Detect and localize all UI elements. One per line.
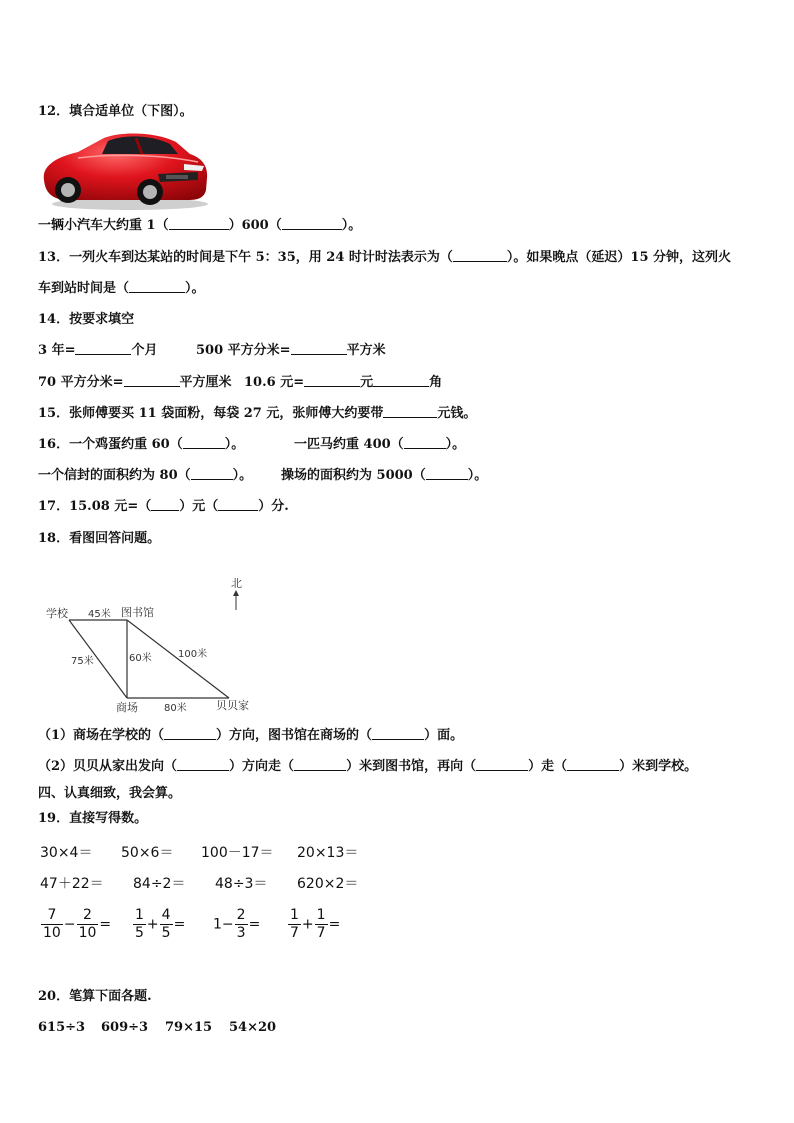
q19-frac-1 <box>40 907 111 942</box>
frac-1b <box>77 907 99 942</box>
q12-text-a: 一辆小汽车大约重 1（ <box>38 218 169 233</box>
frac-2a-den: 5 <box>135 925 144 941</box>
q18-sub2-pre: （2）贝贝从家出发向（ <box>38 759 178 774</box>
q14-b-post: 平方米 <box>346 343 386 358</box>
q16-c-pre: 一个信封的面积约为 80（ <box>38 468 191 483</box>
frac-2a-num: 1 <box>135 907 144 923</box>
q13-line2 <box>38 280 205 298</box>
q15-post: 元钱。 <box>437 406 477 421</box>
q17-blank-1[interactable] <box>151 498 179 511</box>
q15-blank[interactable] <box>383 405 437 418</box>
dist-school-market: 75米 <box>71 656 94 667</box>
q16-a-pre: 16．一个鸡蛋约重 60（ <box>38 437 183 452</box>
q14-d-mid: 元 <box>360 375 374 390</box>
q18-sub1 <box>38 727 463 745</box>
q12-title: 12．填合适单位（下图）。 <box>38 104 193 119</box>
q14-blank-d1[interactable] <box>304 374 360 387</box>
section-4-heading: 四、认真细致，我会算。 <box>38 786 182 801</box>
q16-b-pre: 一匹马约重 400（ <box>294 437 404 452</box>
q18-sub2-blank-3[interactable] <box>476 758 528 771</box>
q17-line <box>38 498 289 516</box>
q19-frac-3 <box>213 907 260 942</box>
q19-title: 19．直接写得数。 <box>38 811 148 826</box>
dist-school-library: 45米 <box>88 609 111 620</box>
q14-blank-a[interactable] <box>75 342 131 355</box>
q18-sub2-m2: ）米到图书馆，再向（ <box>346 759 477 774</box>
label-school: 学校 <box>46 607 68 620</box>
q18-sub2-m3: ）走（ <box>528 759 568 774</box>
q17-pre: 17．15.08 元=（ <box>38 499 152 514</box>
frac-2a <box>133 907 146 942</box>
q19-r2-c1: 47＋22＝ <box>40 876 104 892</box>
q18-sub1-mid: ）方向，图书馆在商场的（ <box>216 728 373 743</box>
q18-sub1-post: ）面。 <box>424 728 464 743</box>
q19-r1-c4: 20×13＝ <box>297 845 359 861</box>
north-arrow-head <box>233 590 239 596</box>
q16-b-post: ）。 <box>445 437 466 452</box>
frac-1a-num: 7 <box>41 907 63 925</box>
q20-item-1: 615÷3 <box>38 1020 86 1035</box>
q14-a-pre: 3 年= <box>38 343 76 358</box>
frac-4a <box>288 907 301 942</box>
q15-line <box>38 405 476 423</box>
q16-blank-c[interactable] <box>191 467 233 480</box>
q14-row2 <box>38 374 232 392</box>
q12-text-b: ）600（ <box>228 218 282 233</box>
frac-3-whole: 1− <box>213 916 234 933</box>
q18-title: 18．看图回答问题。 <box>38 531 161 546</box>
q13-text-b: ）。如果晚点（延迟）15 分钟，这列火 <box>506 250 732 265</box>
frac-2b-den: 5 <box>161 925 171 941</box>
q16-d-pre: 操场的面积约为 5000（ <box>281 468 426 483</box>
q14-row2-d <box>244 374 442 392</box>
q17-post: ）分. <box>258 499 289 514</box>
frac-2b <box>160 907 173 942</box>
q14-c-pre: 70 平方分米= <box>38 375 124 390</box>
q14-d-post: 角 <box>429 375 443 390</box>
frac-4a-num: 1 <box>290 907 299 923</box>
q18-sub2-blank-2[interactable] <box>294 758 346 771</box>
label-market: 商场 <box>116 701 138 714</box>
q12-text-c: ）。 <box>341 218 362 233</box>
frac-4-eq: = <box>328 916 341 933</box>
q16-d <box>281 467 487 485</box>
frac-4b-den: 7 <box>316 925 326 941</box>
q16-blank-d[interactable] <box>426 467 468 480</box>
frac-2-op: + <box>146 916 159 933</box>
q13-text-d: ）。 <box>185 281 205 296</box>
q16-a <box>38 436 244 454</box>
q16-c <box>38 467 252 485</box>
q14-a-post: 个月 <box>131 343 158 358</box>
q16-d-post: ）。 <box>467 468 488 483</box>
q20-item-3: 79×15 <box>165 1020 213 1035</box>
q20-item-4: 54×20 <box>229 1020 277 1035</box>
q16-c-post: ）。 <box>232 468 253 483</box>
q17-mid: ）元（ <box>179 499 219 514</box>
q14-c-post: 平方厘米 <box>179 375 232 390</box>
q12-blank-2[interactable] <box>282 217 342 230</box>
q14-d-pre: 10.6 元= <box>244 375 305 390</box>
dist-market-beibei: 80米 <box>164 703 187 714</box>
q13-blank-1[interactable] <box>453 249 507 262</box>
label-beibei: 贝贝家 <box>216 699 249 712</box>
frac-2-eq: = <box>173 916 186 933</box>
q14-blank-b[interactable] <box>291 342 347 355</box>
q16-a-post: ）。 <box>224 437 245 452</box>
q18-sub2-post: ）米到学校。 <box>619 759 698 774</box>
q16-b <box>294 436 465 454</box>
q14-row1 <box>38 342 157 360</box>
q14-row1-b <box>196 342 386 360</box>
q18-sub2-m1: ）方向走（ <box>229 759 295 774</box>
q14-title: 14．按要求填空 <box>38 312 135 327</box>
q19-frac-2 <box>132 907 185 942</box>
q17-blank-2[interactable] <box>218 498 258 511</box>
q20-title: 20．笔算下面各题. <box>38 989 152 1004</box>
q18-sub1-blank-1[interactable] <box>164 727 216 740</box>
q13-text-a: 13．一列火车到达某站的时间是下午 5：35，用 24 时计时法表示为（ <box>38 250 453 265</box>
q13-line1 <box>38 249 731 267</box>
north-label: 北 <box>231 577 242 590</box>
frac-1b-num: 2 <box>77 907 99 925</box>
dist-library-beibei: 100米 <box>178 649 208 660</box>
q18-sub1-pre: （1）商场在学校的（ <box>38 728 165 743</box>
q19-r1-c3: 100－17＝ <box>201 845 274 861</box>
q12-blank-1[interactable] <box>169 217 229 230</box>
q20-item-2: 609÷3 <box>101 1020 149 1035</box>
frac-3 <box>235 907 248 942</box>
q14-blank-d2[interactable] <box>373 374 429 387</box>
q15-pre: 15．张师傅要买 11 袋面粉，每袋 27 元，张师傅大约要带 <box>38 406 384 421</box>
frac-3-num: 2 <box>236 907 246 923</box>
frac-1-op: − <box>63 916 76 933</box>
q13-blank-2[interactable] <box>129 280 185 293</box>
frac-4-op: + <box>301 916 314 933</box>
q14-blank-c[interactable] <box>124 374 180 387</box>
q18-sub2 <box>38 758 697 776</box>
frac-1-eq: = <box>99 916 112 933</box>
q19-r1-c2: 50×6＝ <box>121 845 174 861</box>
q18-sub1-blank-2[interactable] <box>372 727 424 740</box>
car-illustration <box>38 128 210 212</box>
frac-4a-den: 7 <box>290 925 299 941</box>
frac-1a-den: 10 <box>43 925 61 941</box>
dist-library-market: 60米 <box>129 653 152 664</box>
frac-1b-den: 10 <box>78 925 97 941</box>
q19-r2-c4: 620×2＝ <box>297 876 359 892</box>
q14-b-pre: 500 平方分米= <box>196 343 291 358</box>
q16-blank-b[interactable] <box>404 436 446 449</box>
frac-4b <box>315 907 328 942</box>
label-library: 图书馆 <box>121 606 154 619</box>
q18-sub2-blank-4[interactable] <box>567 758 619 771</box>
q19-r1-c1: 30×4＝ <box>40 845 93 861</box>
frac-4b-num: 1 <box>316 907 326 923</box>
q19-r2-c3: 48÷3＝ <box>215 876 268 892</box>
q12-line1 <box>38 217 361 235</box>
frac-3-den: 3 <box>236 925 246 941</box>
frac-3-eq: = <box>248 916 261 933</box>
frac-2b-num: 4 <box>161 907 171 923</box>
q19-frac-4 <box>287 907 340 942</box>
q16-blank-a[interactable] <box>183 436 225 449</box>
q19-r2-c2: 84÷2＝ <box>133 876 186 892</box>
q13-text-c: 车到站时间是（ <box>38 281 130 296</box>
q18-map-diagram <box>38 570 278 716</box>
frac-1a <box>41 907 63 942</box>
q18-sub2-blank-1[interactable] <box>177 758 229 771</box>
